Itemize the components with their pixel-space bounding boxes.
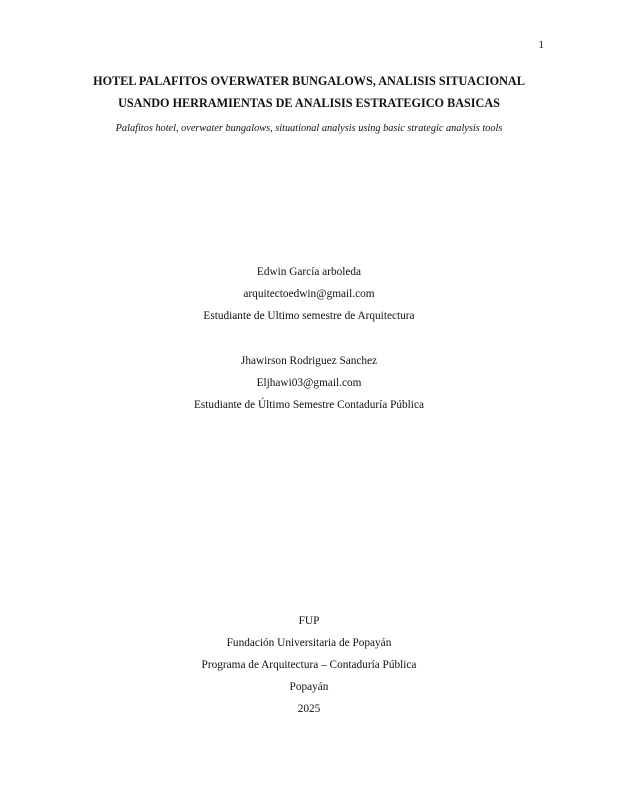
institution-acronym: FUP [298, 615, 320, 627]
title-line-1: HOTEL PALAFITOS OVERWATER BUNGALOWS, ANALISIS SITUACIONAL [93, 74, 525, 88]
author-name: Edwin García arboleda [256, 266, 362, 278]
institution-name: Fundación Universitaria de Popayán [226, 637, 392, 649]
page-number: 1 [538, 39, 544, 51]
title-line-2: USANDO HERRAMIENTAS DE ANALISIS ESTRATEGICO BASICAS [118, 96, 500, 110]
institution-program: Programa de Arquitectura – Contaduría Pública [201, 659, 417, 671]
author-role: Estudiante de Ultimo semestre de Arquitectura [203, 310, 415, 322]
author-role: Estudiante de Último Semestre Contaduría Pública [194, 399, 424, 411]
author-name: Jhawirson Rodriguez Sanchez [240, 355, 378, 367]
institution-block [0, 610, 618, 720]
document-title [0, 70, 618, 114]
author-email: Eljhawi03@gmail.com [256, 377, 362, 389]
institution-city: Popayán [289, 681, 329, 693]
author-block-1 [0, 261, 618, 327]
document-subtitle: Palafitos hotel, overwater bungalows, situational analysis using basic strategic analysis tools [115, 123, 503, 134]
author-block-2 [0, 350, 618, 416]
institution-year: 2025 [297, 703, 321, 715]
author-email: arquitectoedwin@gmail.com [243, 288, 375, 300]
